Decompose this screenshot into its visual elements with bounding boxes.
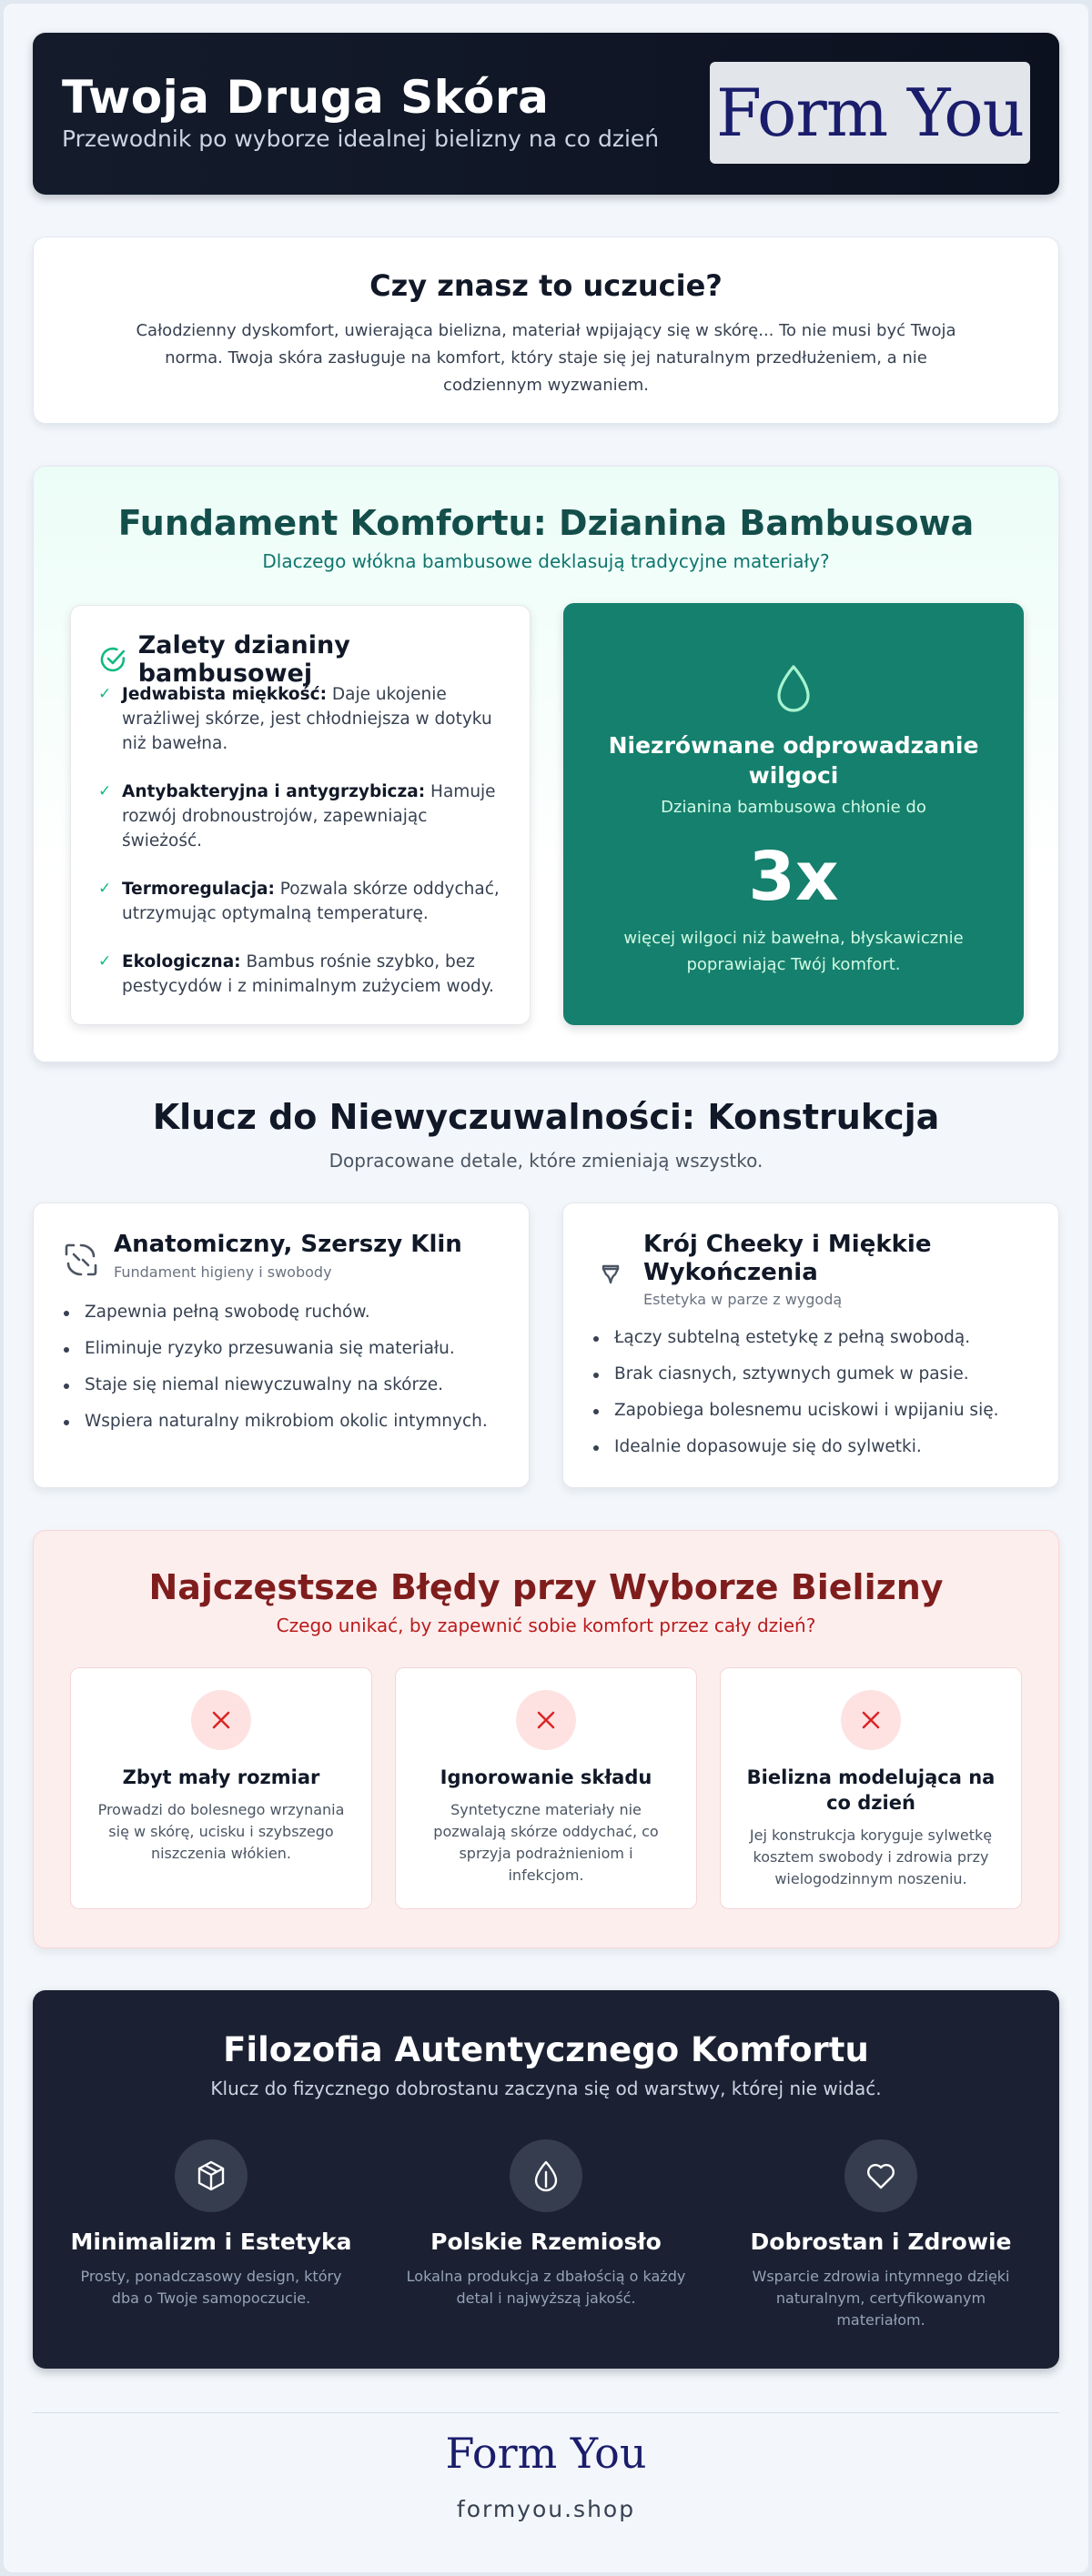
- page-subtitle: Przewodnik po wyborze idealnej bielizny na co dzień: [62, 126, 660, 152]
- close-icon: [841, 1690, 901, 1750]
- intro-text: Całodzienny dyskomfort, uwierająca bielizna, materiał wpijający się w skórę... To nie musi być Twoja norma. Twoja skóra zasługuje na komfort, który staje się jej naturalnym przedłużeniem, a nie codziennym wyzwaniem.: [136, 321, 956, 395]
- bamboo-subtitle: Dlaczego włókna bambusowe deklasują tradycyjne materiały?: [262, 550, 830, 572]
- advantages-list: [98, 682, 502, 1022]
- feature-card-cheeky: [562, 1202, 1059, 1488]
- list-item: [98, 682, 502, 756]
- mistake-title: Bielizna modelująca na co dzień: [746, 1766, 996, 1814]
- advantage-text: Daje ukojenie wrażliwej skórze, jest chłodniejsza w dotyku niż bawełna.: [122, 685, 492, 753]
- page-title: Twoja Druga Skóra: [62, 71, 550, 124]
- list-item: Zapobiega bolesnemu uciskowi i wpijaniu się.: [591, 1400, 1040, 1422]
- mistakes-title: Najczęstsze Błędy przy Wyborze Bielizny: [148, 1567, 944, 1607]
- construction-subtitle: Dopracowane detale, które zmieniają wszystko.: [329, 1150, 763, 1172]
- philosophy-item-title: Dobrostan i Zdrowie: [750, 2229, 1012, 2255]
- advantages-header: [98, 631, 530, 688]
- mistake-text: Syntetyczne materiały nie pozwalają skórze oddychać, co sprzyja podrażnieniom i infekcjom.: [433, 1801, 659, 1884]
- list-item: [98, 877, 502, 926]
- water-drop-icon: [769, 663, 818, 716]
- philosophy-item-title: Polskie Rzemiosło: [430, 2229, 662, 2255]
- advantage-term: Jedwabista miękkość:: [122, 685, 327, 704]
- philosophy-item-text: Lokalna produkcja z dbałością o każdy detal i najwyższą jakość.: [406, 2268, 686, 2307]
- check-icon: ✓: [98, 782, 112, 800]
- advantage-text: Hamuje rozwój drobnoustrojów, zapewniając świeżość.: [122, 782, 496, 850]
- feature-list: [591, 1327, 1040, 1473]
- construction-title: Klucz do Niewyczuwalności: Konstrukcja: [152, 1097, 940, 1137]
- moisture-note: więcej wilgoci niż bawełna, błyskawicznie poprawiając Twój komfort.: [623, 929, 964, 974]
- header-banner: [33, 33, 1059, 195]
- feature-title: Anatomiczny, Szerszy Klin: [114, 1231, 462, 1258]
- page: [4, 4, 1088, 2572]
- mistake-title: Ignorowanie składu: [440, 1766, 652, 1788]
- feature-card-gusset: [33, 1202, 530, 1488]
- brand-logo[interactable]: Form You: [710, 62, 1030, 164]
- advantage-term: Ekologiczna:: [122, 952, 241, 971]
- list-item: Brak ciasnych, sztywnych gumek w pasie.: [591, 1363, 1040, 1385]
- list-item: Wspiera naturalny mikrobiom okolic intymnych.: [61, 1411, 511, 1433]
- philosophy-title: Filozofia Autentycznego Komfortu: [223, 2030, 869, 2069]
- moisture-desc: Dzianina bambusowa chłonie do: [661, 798, 926, 817]
- feature-tagline: Fundament higieny i swobody: [114, 1263, 332, 1281]
- feature-tagline: Estetyka w parze z wygodą: [643, 1291, 843, 1308]
- advantages-title: Zalety dzianiny bambusowej: [137, 631, 350, 688]
- mistake-title: Zbyt mały rozmiar: [122, 1766, 320, 1788]
- advantage-term: Termoregulacja:: [122, 880, 275, 899]
- intro-card: [33, 236, 1059, 424]
- list-item: Zapewnia pełną swobodę ruchów.: [61, 1302, 511, 1323]
- check-icon: ✓: [98, 685, 112, 703]
- advantages-card: [70, 605, 531, 1025]
- check-icon: ✓: [98, 952, 112, 971]
- mistake-text: Jej konstrukcja koryguje sylwetkę kosztem swobody i zdrowia przy wielogodzinnym noszeniu.: [749, 1826, 993, 1887]
- mistake-card: [395, 1667, 697, 1909]
- footer-logo[interactable]: Form You: [445, 2429, 647, 2478]
- check-circle-icon: [98, 645, 127, 674]
- philosophy-subtitle: Klucz do fizycznego dobrostanu zaczyna się od warstwy, której nie widać.: [210, 2078, 882, 2099]
- close-icon: [516, 1690, 576, 1750]
- mistake-card: [720, 1667, 1022, 1909]
- check-icon: ✓: [98, 880, 112, 898]
- close-icon: [191, 1690, 251, 1750]
- mistake-card: [70, 1667, 372, 1909]
- philosophy-section: [33, 1990, 1059, 2369]
- philosophy-item: [728, 2139, 1034, 2331]
- moisture-title: Niezrównane odprowadzanie wilgoci: [608, 732, 979, 789]
- list-item: [98, 950, 502, 999]
- bamboo-section: [33, 466, 1059, 1062]
- philosophy-item-title: Minimalizm i Estetyka: [70, 2229, 352, 2255]
- underwear-icon: [591, 1260, 631, 1293]
- heart-icon: [844, 2139, 917, 2212]
- list-item: Idealnie dopasowuje się do sylwetki.: [591, 1436, 1040, 1458]
- list-item: Staje się niemal niewyczuwalny na skórze.: [61, 1374, 511, 1396]
- expand-arrows-icon: [61, 1240, 101, 1280]
- philosophy-item: [393, 2139, 699, 2309]
- footer-divider: [33, 2412, 1059, 2413]
- mistakes-subtitle: Czego unikać, by zapewnić sobie komfort przez cały dzień?: [276, 1615, 816, 1636]
- list-item: Eliminuje ryzyko przesuwania się materiału.: [61, 1338, 511, 1360]
- feature-title: Krój Cheeky i Miękkie Wykończenia: [643, 1231, 932, 1286]
- list-item: Łączy subtelną estetykę z pełną swobodą.: [591, 1327, 1040, 1349]
- moisture-value: 3x: [748, 838, 839, 916]
- philosophy-item-text: Wsparcie zdrowia intymnego dzięki naturalnym, certyfikowanym materiałom.: [752, 2268, 1010, 2329]
- intro-title: Czy znasz to uczucie?: [369, 268, 723, 303]
- box-icon: [175, 2139, 248, 2212]
- moisture-card: [563, 603, 1024, 1025]
- philosophy-item-text: Prosty, ponadczasowy design, który dba o Twoje samopoczucie.: [80, 2268, 342, 2307]
- feature-list: [61, 1302, 511, 1447]
- advantage-text: Pozwala skórze oddychać, utrzymując optymalną temperaturę.: [122, 880, 500, 923]
- footer-url-link[interactable]: formyou.shop: [456, 2496, 636, 2522]
- bamboo-title: Fundament Komfortu: Dzianina Bambusowa: [117, 503, 975, 543]
- advantage-text: Bambus rośnie szybko, bez pestycydów i z minimalnym zużyciem wody.: [122, 952, 494, 996]
- mistakes-section: [33, 1530, 1059, 1948]
- advantage-term: Antybakteryjna i antygrzybicza:: [122, 782, 426, 801]
- list-item: [98, 780, 502, 853]
- leaf-drop-icon: [510, 2139, 582, 2212]
- mistake-text: Prowadzi do bolesnego wrzynania się w skórę, ucisku i szybszego niszczenia włókien.: [97, 1801, 345, 1862]
- philosophy-item: [58, 2139, 364, 2309]
